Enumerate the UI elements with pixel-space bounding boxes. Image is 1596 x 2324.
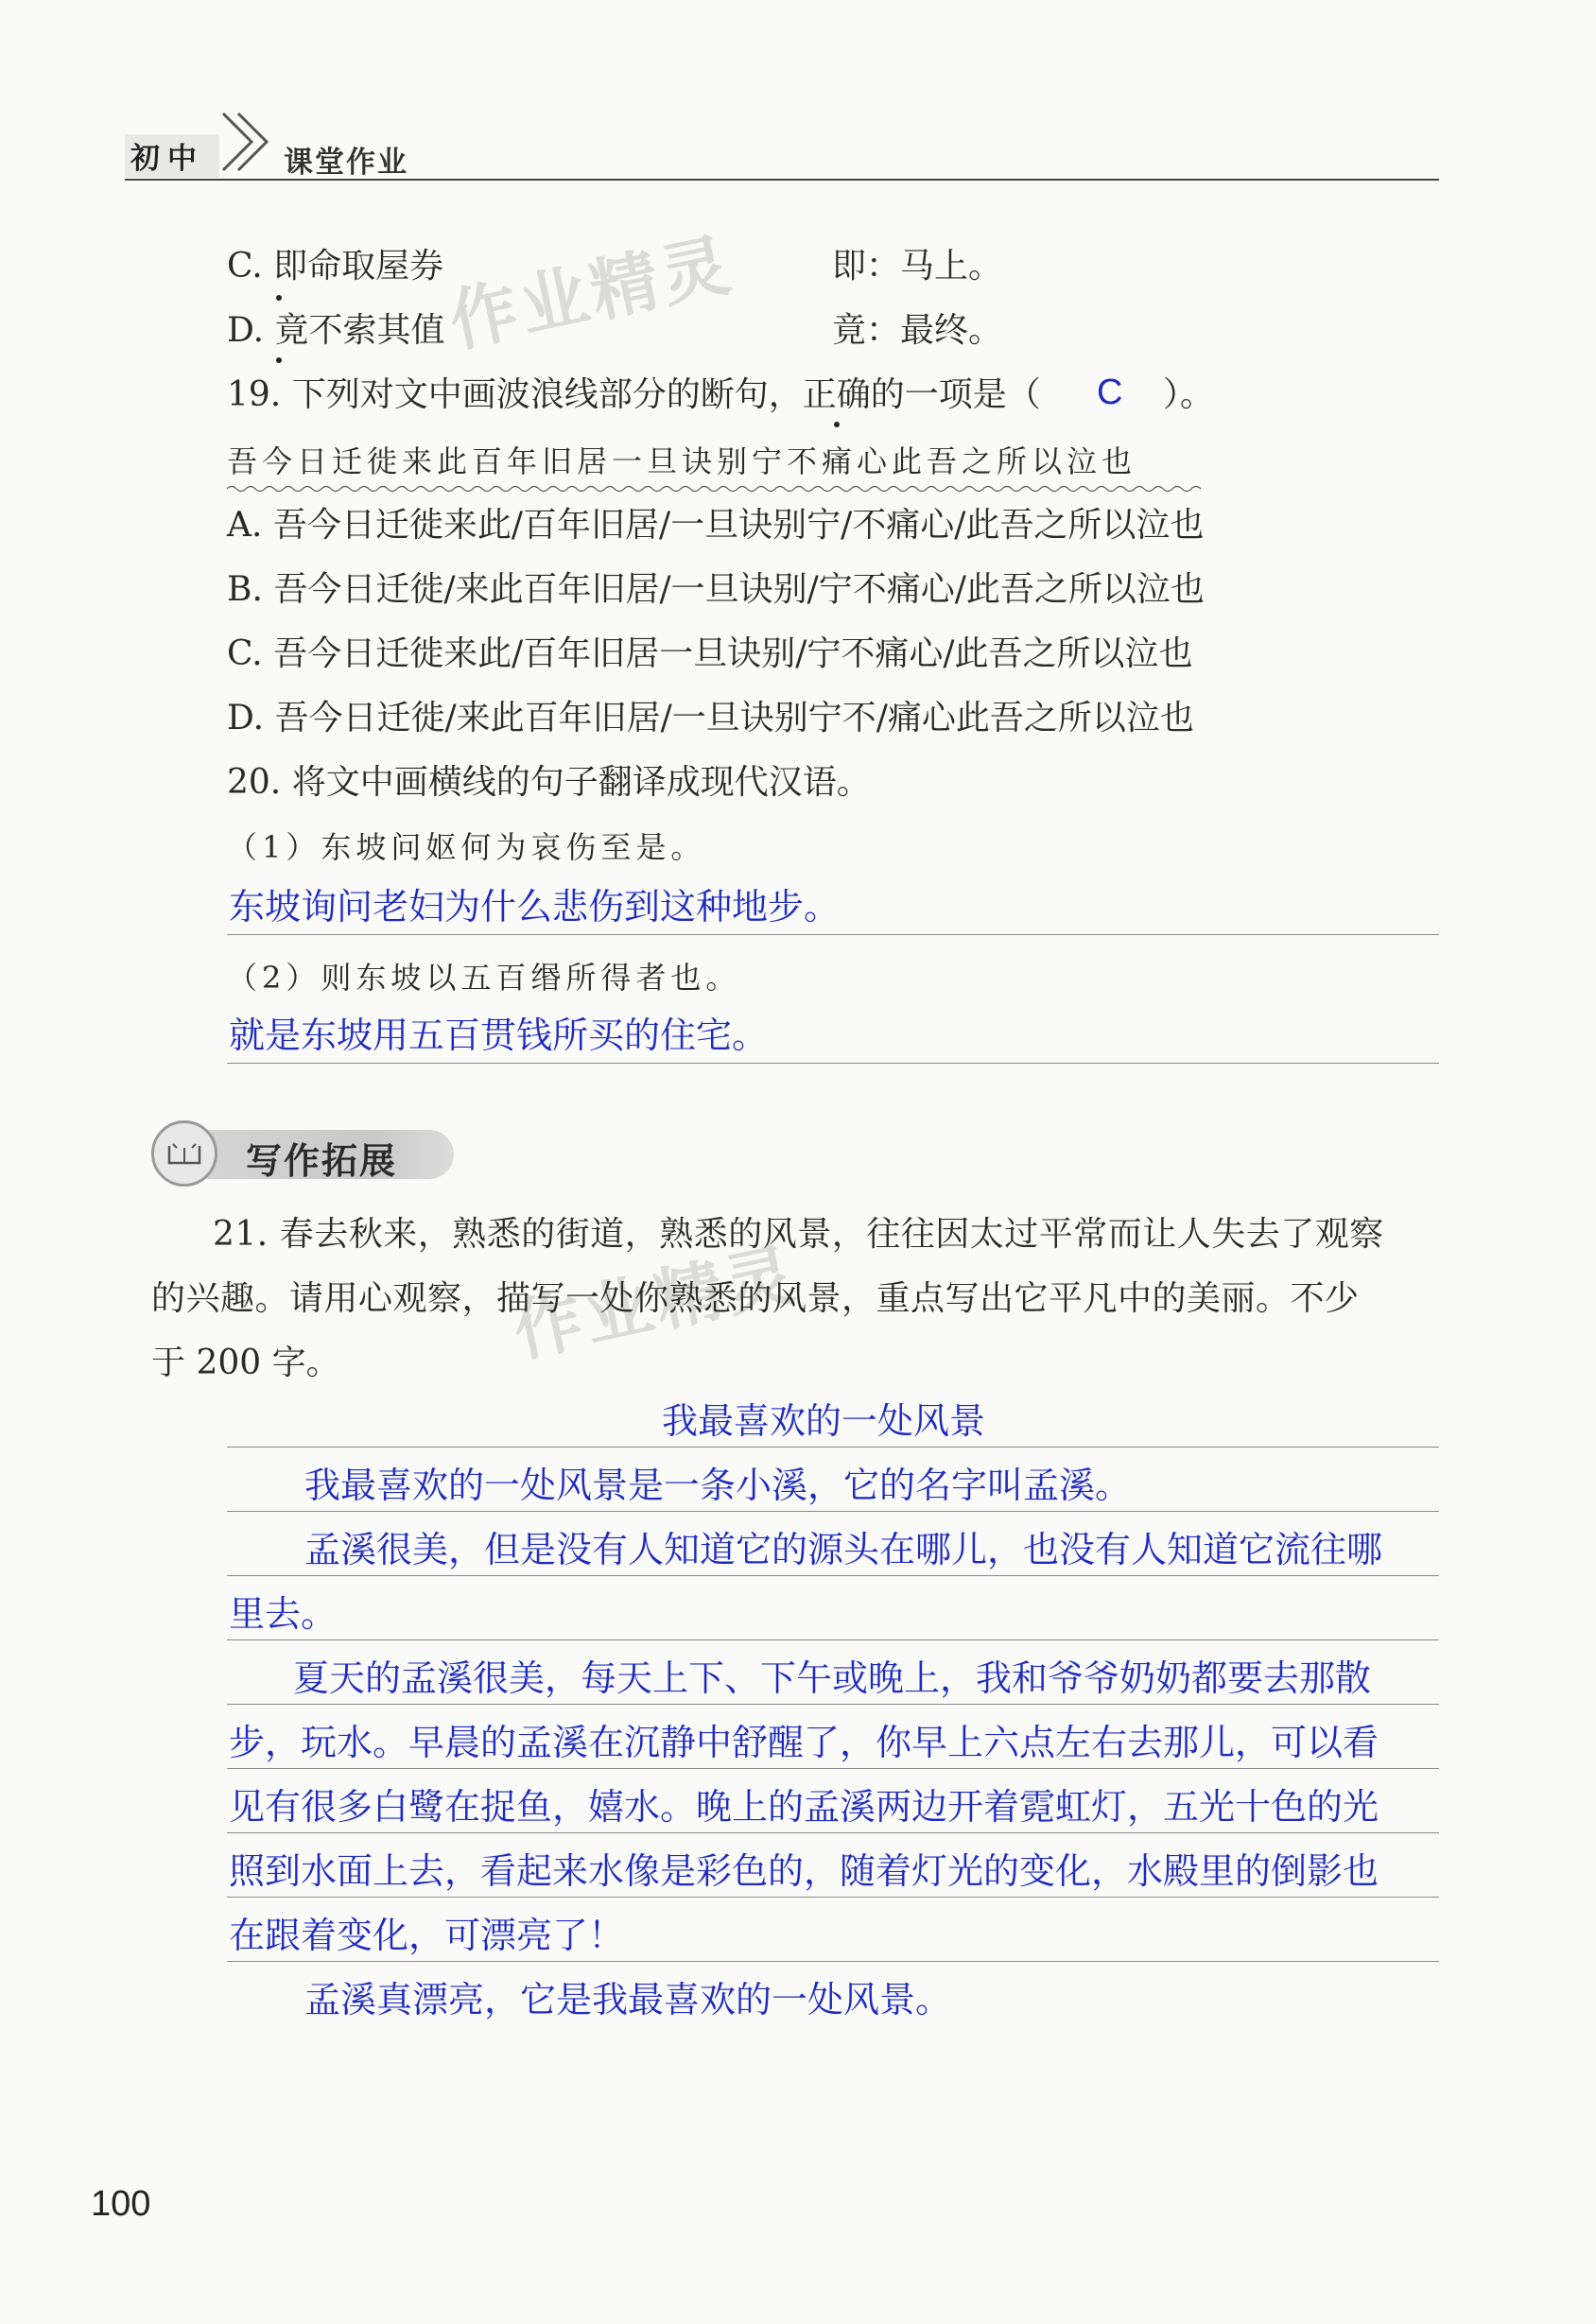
essay-line: 在跟着变化，可漂亮了！ xyxy=(229,1916,625,1956)
answer-line xyxy=(227,1639,1439,1640)
q19-option-b: B. 吾今日迁徙/来此百年旧居/一旦诀别/宁不痛心/此吾之所以泣也 xyxy=(227,570,1205,609)
emphasis-dot xyxy=(276,295,282,301)
watermark: 作业精灵 xyxy=(506,1234,805,1372)
header-title: 课堂作业 xyxy=(284,146,408,180)
answer-line xyxy=(227,1704,1439,1705)
q19-stem-dotted: 正确 xyxy=(802,375,871,414)
page-number: 100 xyxy=(91,2184,151,2224)
q19-stem-part: 的一项是（ xyxy=(870,375,1041,414)
essay-line: 孟溪真漂亮，它是我最喜欢的一处风景。 xyxy=(304,1981,952,2020)
essay-line: 步，玩水。早晨的孟溪在沉静中舒醒了，你早上六点左右去那儿，可以看 xyxy=(229,1724,1379,1763)
essay-line: 照到水面上去，看起来水像是彩色的，随着灯光的变化，水殿里的倒影也 xyxy=(229,1852,1379,1892)
essay-title: 我最喜欢的一处风景 xyxy=(662,1402,986,1442)
q18-option-d: D. 竟不索其值 xyxy=(227,311,445,350)
chevron-double-icon xyxy=(214,106,280,172)
section-banner xyxy=(151,1120,454,1187)
essay-line: 夏天的孟溪很美，每天上下、下午或晚上，我和爷爷奶奶都要去那散 xyxy=(293,1659,1372,1699)
q20-answer-2: 就是东坡用五百贯钱所买的住宅。 xyxy=(229,1016,769,1056)
header-grade: 初中 xyxy=(130,142,204,176)
q20-answer-1: 东坡询问老妇为什么悲伤到这种地步。 xyxy=(229,888,841,928)
q19-option-c: C. 吾今日迁徙来此/百年旧居一旦诀别/宁不痛心/此吾之所以泣也 xyxy=(227,634,1193,673)
answer-line xyxy=(227,1768,1439,1769)
q21-stem-line-1: 21. 春去秋来，熟悉的街道，熟悉的风景，往往因太过平常而让人失去了观察 xyxy=(213,1215,1384,1254)
answer-line xyxy=(227,1063,1439,1064)
answer-line xyxy=(227,1447,1439,1448)
answer-line xyxy=(227,1511,1439,1512)
q18-option-d-gloss: 竟：最终。 xyxy=(832,311,1003,350)
answer-line xyxy=(227,1575,1439,1576)
q18-option-c-text: C. 即命取屋券 xyxy=(227,247,444,286)
q19-stem xyxy=(227,373,1041,418)
q20-sentence-2: （2）则东坡以五百缗所得者也。 xyxy=(227,960,741,996)
q19-option-d: D. 吾今日迁徙/来此百年旧居/一旦诀别宁不/痛心此吾之所以泣也 xyxy=(227,699,1194,737)
q21-stem-line-2: 的兴趣。请用心观察，描写一处你熟悉的风景，重点写出它平凡中的美丽。不少 xyxy=(151,1279,1360,1318)
q19-option-a: A. 吾今日迁徙来此/百年旧居/一旦诀别宁/不痛心/此吾之所以泣也 xyxy=(227,506,1205,545)
wavy-underline xyxy=(227,484,1210,494)
answer-line xyxy=(227,934,1439,935)
book-icon xyxy=(151,1120,217,1187)
q20-stem: 20. 将文中画横线的句子翻译成现代汉语。 xyxy=(227,763,871,802)
q18-option-c-gloss: 即：马上。 xyxy=(832,247,1003,286)
essay-line: 孟溪很美，但是没有人知道它的源头在哪儿，也没有人知道它流往哪 xyxy=(304,1531,1383,1570)
watermark: 作业精灵 xyxy=(442,224,740,362)
q19-answer: C xyxy=(1097,373,1123,412)
q19-passage: 吾今日迁徙来此百年旧居一旦诀别宁不痛心此吾之所以泣也 xyxy=(227,443,1137,479)
answer-line xyxy=(227,1832,1439,1833)
q21-stem-line-3: 于 200 字。 xyxy=(151,1344,340,1382)
q19-stem-emphasis xyxy=(803,373,871,418)
essay-line: 我最喜欢的一处风景是一条小溪，它的名字叫孟溪。 xyxy=(304,1466,1132,1506)
q19-stem-part: 19. 下列对文中画波浪线部分的断句， xyxy=(227,375,803,414)
q20-sentence-1: （1）东坡问妪何为哀伤至是。 xyxy=(227,829,706,865)
answer-line xyxy=(227,1961,1439,1962)
q18-option-c xyxy=(227,244,443,289)
answer-line xyxy=(227,1897,1439,1898)
q19-stem-end: ）。 xyxy=(1163,375,1215,414)
header-divider xyxy=(125,179,1439,181)
section-title: 写作拓展 xyxy=(246,1140,398,1182)
emphasis-dot xyxy=(276,357,282,363)
essay-line: 见有很多白鹭在捉鱼，嬉水。晚上的孟溪两边开着霓虹灯，五光十色的光 xyxy=(229,1788,1379,1828)
essay-line: 里去。 xyxy=(229,1595,338,1635)
